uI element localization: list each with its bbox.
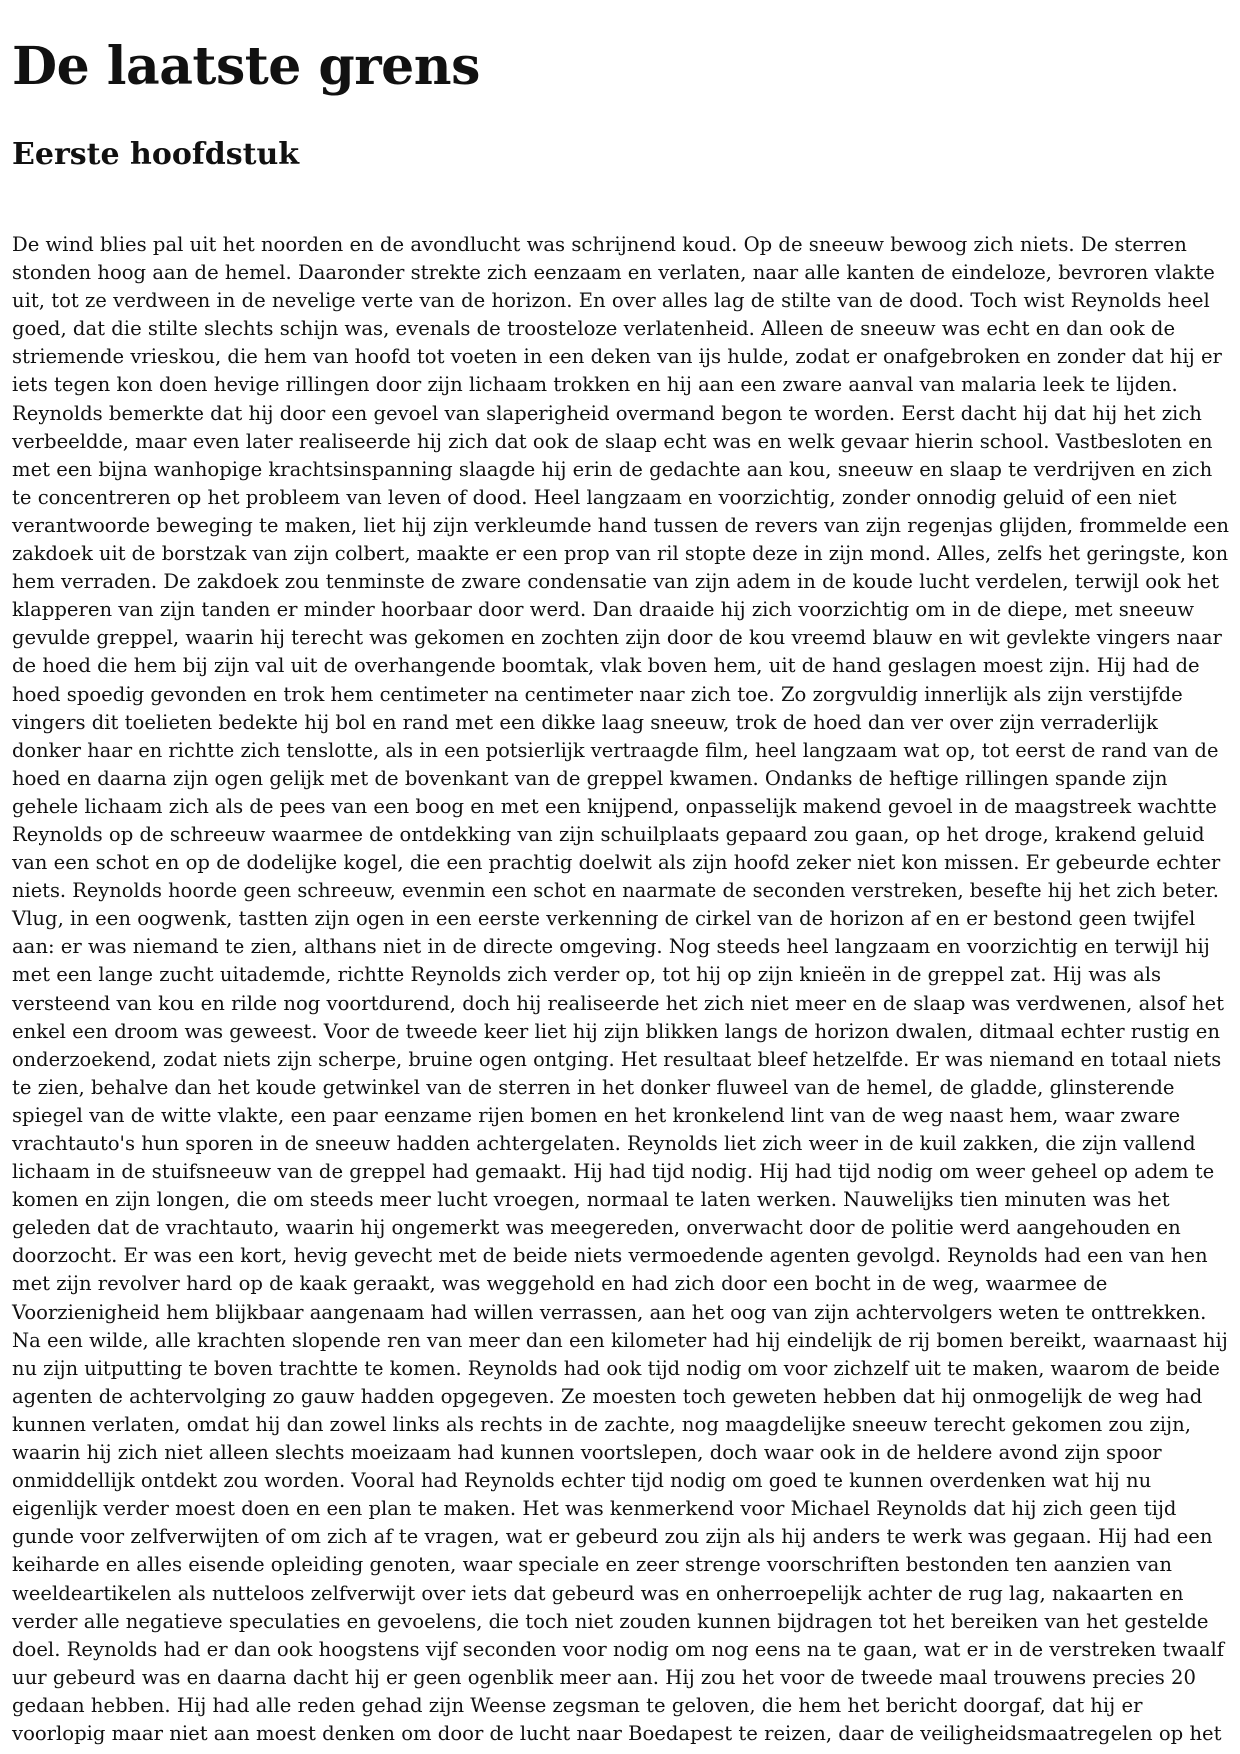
text-line: hoed en daarna zijn ogen gelijk met de bovenkant van de greppel kwamen. Ondanks de heftige rillingen spande zijn <box>12 766 1168 790</box>
text-line: aan: er was niemand te zien, althans niet in de directe omgeving. Nog steeds heel langzaam en voorzichtig en terwijl hij <box>12 935 1210 959</box>
text-line: waarin hij zich niet alleen slechts moeizaam had kunnen voortslepen, doch waar ook in de heldere avond zijn spoor <box>12 1441 1162 1465</box>
text-line: striemende vrieskou, die hem van hoofd tot voeten in een deken van ijs hulde, zodat er onafgebroken en zonder dat hij er <box>12 345 1222 369</box>
text-line: hem verraden. De zakdoek zou tenminste de zware condensatie van zijn adem in de koude lucht verdelen, terwijl ook het <box>12 570 1220 594</box>
text-line: onderzoekend, zodat niets zijn scherpe, bruine ogen ontging. Het resultaat bleef hetzelfde. Er was niemand en totaal niets <box>12 1047 1222 1071</box>
text-line: Na een wilde, alle krachten slopende ren van meer dan een kilometer had hij eindelijk de rij bomen bereikt, waarnaast hij <box>12 1328 1228 1352</box>
text-line: gevulde greppel, waarin hij terecht was gekomen en zochten zijn door de kou vreemd blauw en wit gevlekte vingers naar <box>12 626 1222 650</box>
book-title: De laatste grens <box>12 36 480 97</box>
text-line: weeldeartikelen als nutteloos zelfverwijt over iets dat gebeurd was en onherroepelijk achter de rug lag, nakaarten en <box>12 1581 1184 1605</box>
text-line: niets. Reynolds hoorde geen schreeuw, evenmin een schot en naarmate de seconden verstreken, besefte hij het zich beter. <box>12 879 1219 903</box>
text-line: klapperen van zijn tanden er minder hoorbaar door werd. Dan draaide hij zich voorzichtig om in de diepe, met sneeuw <box>12 598 1194 622</box>
text-line: Vlug, in een oogwenk, tastten zijn ogen in een eerste verkenning de cirkel van de horizon af en er bestond geen twijfel <box>12 907 1196 931</box>
text-line: donker haar en richtte zich tenslotte, als in een potsierlijk vertraagde film, heel langzaam wat op, tot eerst de rand van de <box>12 738 1219 762</box>
text-line: met zijn revolver hard op de kaak geraakt, was weggehold en had zich door een bocht in de weg, waarmee de <box>12 1272 1108 1296</box>
text-line: lichaam in de stuifsneeuw van de greppel had gemaakt. Hij had tijd nodig. Hij had tijd nodig om weer geheel op adem te <box>12 1160 1215 1184</box>
chapter-heading: Eerste hoofdstuk <box>12 137 300 172</box>
text-line: zakdoek uit de borstzak van zijn colbert, maakte er een prop van ril stopte deze in zijn mond. Alles, zelfs het geringste, kon <box>12 542 1229 566</box>
text-line: hoed spoedig gevonden en trok hem centimeter na centimeter naar zich toe. Zo zorgvuldig innerlijk als zijn verstijfde <box>12 682 1183 706</box>
text-line: de hoed die hem bij zijn val uit de overhangende boomtak, vlak boven hem, uit de hand geslagen moest zijn. Hij had de <box>12 654 1200 678</box>
text-line: onmiddellijk ontdekt zou worden. Vooral had Reynolds echter tijd nodig om goed te kunnen overdenken wat hij nu <box>12 1469 1152 1493</box>
text-line: doorzocht. Er was een kort, hevig gevecht met de beide niets vermoedende agenten gevolgd. Reynolds had een van hen <box>12 1244 1208 1268</box>
text-line: van een schot en op de dodelijke kogel, die een prachtig doelwit als zijn hoofd zeker niet kon missen. Er gebeurde echter <box>12 851 1221 875</box>
text-line: doel. Reynolds had er dan ook hoogstens vijf seconden voor nodig om nog eens na te gaan, wat er in de verstreken twaalf <box>12 1637 1225 1661</box>
text-line: nu zijn uitputting te boven trachtte te komen. Reynolds had ook tijd nodig om voor zichzelf uit te maken, waarom de beide <box>12 1356 1220 1380</box>
text-line: gedaan hebben. Hij had alle reden gehad zijn Weense zegsman te geloven, die hem het bericht doorgaf, dat hij er <box>12 1693 1143 1717</box>
text-line: Voorzienigheid hem blijkbaar aangenaam had willen verrassen, aan het oog van zijn achtervolgers weten te onttrekken. <box>12 1300 1207 1324</box>
text-line: kunnen verlaten, omdat hij dan zowel links als rechts in de zachte, nog maagdelijke sneeuw terecht gekomen zou zijn, <box>12 1412 1191 1436</box>
text-line: vrachtauto's hun sporen in de sneeuw hadden achtergelaten. Reynolds liet zich weer in de kuil zakken, die zijn vallend <box>12 1132 1196 1155</box>
text-line: te zien, behalve dan het koude getwinkel van de sterren in het donker fluweel van de hemel, de gladde, glinsterende <box>12 1075 1175 1099</box>
text-line: gehele lichaam zich als de pees van een boog en met een knijpend, onpasselijk makend gevoel in de maagstreek wachtte <box>12 794 1217 818</box>
text-line: goed, dat die stilte slechts schijn was, evenals de troosteloze verlatenheid. Alleen de sneeuw was echt en dan ook de <box>12 317 1176 341</box>
text-line: iets tegen kon doen hevige rillingen door zijn lichaam trokken en hij aan een zware aanval van malaria leek te lijden. <box>12 373 1178 397</box>
text-line: voorlopig maar niet aan moest denken om door de lucht naar Boedapest te reizen, daar de veiligheidsmaatregelen op het <box>12 1721 1222 1745</box>
text-line: te concentreren op het probleem van leven of dood. Heel langzaam en voorzichtig, zonder onnodig geluid of een niet <box>12 485 1177 509</box>
text-line: verbeeldde, maar even later realiseerde hij zich dat ook de slaap echt was en welk gevaar hierin school. Vastbesloten en <box>12 429 1213 453</box>
text-line: geleden dat de vrachtauto, waarin hij ongemerkt was meegereden, onverwacht door de politie werd aangehouden en <box>12 1216 1181 1240</box>
text-line: vingers dit toelieten bedekte hij bol en rand met een dikke laag sneeuw, trok de hoed dan ver over zijn verraderlijk <box>12 710 1158 734</box>
text-line: agenten de achtervolging zo gauw hadden opgegeven. Ze moesten toch geweten hebben dat hij onmogelijk de weg had <box>12 1384 1203 1408</box>
text-line: versteend van kou en rilde nog voortdurend, doch hij realiseerde het zich niet meer en de slaap was verdwenen, alsof het <box>12 991 1224 1015</box>
text-line: stonden hoog aan de hemel. Daaronder strekte zich eenzaam en verlaten, naar alle kanten de eindeloze, bevroren vlakte <box>12 261 1215 285</box>
text-line: De wind blies pal uit het noorden en de avondlucht was schrijnend koud. Op de sneeuw bewoog zich niets. De sterren <box>12 233 1187 256</box>
text-line: verder alle negatieve speculaties en gevoelens, die toch niet zouden kunnen bijdragen tot het bereiken van het gestelde <box>12 1609 1209 1633</box>
text-line: gunde voor zelfverwijten of om zich af te vragen, wat er gebeurd zou zijn als hij anders te werk was gegaan. Hij had een <box>12 1525 1213 1549</box>
text-line: spiegel van de witte vlakte, een paar eenzame rijen bomen en het kronkelend lint van de weg naast hem, waar zware <box>12 1103 1181 1127</box>
text-line: enkel een droom was geweest. Voor de tweede keer liet hij zijn blikken langs de horizon dwalen, ditmaal echter rustig en <box>12 1019 1220 1043</box>
text-line: komen en zijn longen, die om steeds meer lucht vroegen, normaal te laten werken. Nauwelijks tien minuten was het <box>12 1188 1170 1212</box>
text-line: verantwoorde beweging te maken, liet hij zijn verkleumde hand tussen de revers van zijn regenjas glijden, frommelde een <box>12 513 1230 537</box>
text-line: met een bijna wanhopige krachtsinspanning slaagde hij erin de gedachte aan kou, sneeuw en slaap te verdrijven en zich <box>12 457 1213 481</box>
text-line: keiharde en alles eisende opleiding genoten, waar speciale en zeer strenge voorschriften bestonden ten aanzien van <box>12 1553 1172 1577</box>
text-line: uit, tot ze verdween in de nevelige verte van de horizon. En over alles lag de stilte van de dood. Toch wist Reynolds heel <box>12 289 1210 313</box>
text-line: Reynolds bemerkte dat hij door een gevoel van slaperigheid overmand begon te worden. Eerst dacht hij dat hij het zich <box>12 401 1202 425</box>
text-line: eigenlijk verder moest doen en een plan te maken. Het was kenmerkend voor Michael Reynolds dat hij zich geen tijd <box>12 1497 1177 1521</box>
text-line: met een lange zucht uitademde, richtte Reynolds zich verder op, tot hij op zijn knieën in de greppel zat. Hij was als <box>12 963 1162 987</box>
text-line: uur gebeurd was en daarna dacht hij er geen ogenblik meer aan. Hij zou het voor de tweede maal trouwens precies 20 <box>12 1665 1196 1689</box>
chapter-body-text <box>12 231 1230 1748</box>
text-line: Reynolds op de schreeuw waarmee de ontdekking van zijn schuilplaats gepaard zou gaan, op het droge, krakend geluid <box>12 822 1205 846</box>
